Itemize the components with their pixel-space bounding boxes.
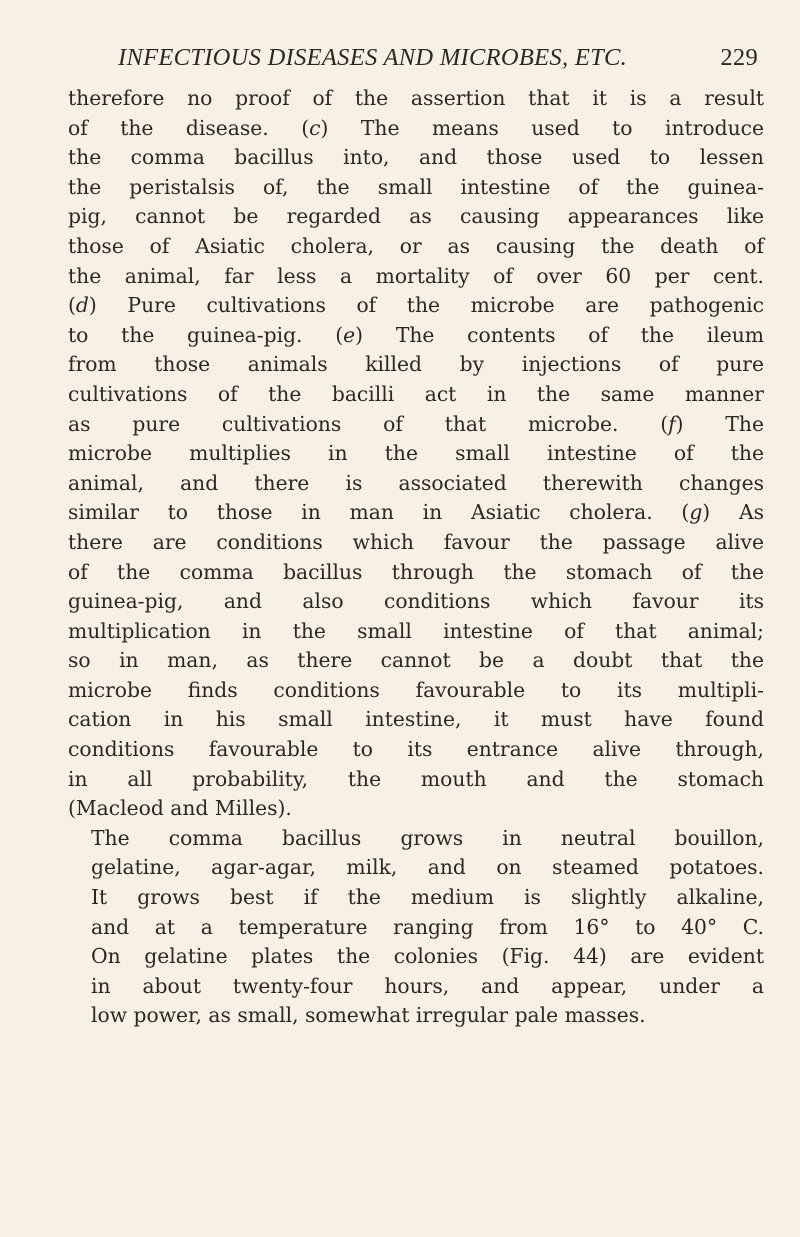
text-line: the peristalsis of, the small intestine of the guinea- (68, 174, 764, 199)
text-line: conditions favourable to its entrance alive through, (68, 737, 764, 762)
text-line: there are conditions which favour the passage alive (68, 529, 764, 554)
running-head-title: INFECTIOUS DISEASES AND MICROBES, ETC. (118, 44, 628, 71)
running-head (68, 44, 764, 84)
text-line: low power, as small, somewhat irregular pale masses. (91, 1003, 646, 1028)
text-line: so in man, as there cannot be a doubt that the (68, 648, 764, 673)
text-line: as pure cultivations of that microbe. (f) The (68, 411, 764, 436)
text-line: microbe multiplies in the small intestine of the (68, 441, 764, 466)
text-line: from those animals killed by injections of pure (68, 352, 764, 377)
text-line: of the comma bacillus through the stomach of the (68, 559, 764, 584)
text-line: (d) Pure cultivations of the microbe are pathogenic (68, 293, 764, 318)
text-line: The comma bacillus grows in neutral bouillon, (91, 825, 764, 850)
text-line: guinea-pig, and also conditions which favour its (68, 589, 764, 614)
text-line: gelatine, agar-agar, milk, and on steamed potatoes. (91, 855, 764, 880)
text-line: the comma bacillus into, and those used to lessen (68, 145, 764, 170)
text-line: therefore no proof of the assertion that it is a result (68, 86, 764, 110)
text-line: On gelatine plates the colonies (Fig. 44) are evident (91, 944, 764, 969)
text-line: of the disease. (c) The means used to introduce (68, 115, 765, 140)
text-line: cultivations of the bacilli act in the same manner (68, 381, 764, 406)
paragraph-1 (68, 84, 764, 824)
text-line: animal, and there is associated therewith changes (68, 470, 764, 495)
text-line: in about twenty-four hours, and appear, under a (91, 973, 764, 998)
text-line: in all probability, the mouth and the stomach (68, 766, 764, 791)
text-line: It grows best if the medium is slightly alkaline, (91, 885, 764, 910)
paragraph-2 (68, 824, 764, 1031)
page-number: 229 (720, 44, 758, 71)
text-line: similar to those in man in Asiatic cholera. (g) As (68, 500, 764, 525)
text-line: (Macleod and Milles). (68, 796, 292, 821)
text-line: and at a temperature ranging from 16° to 40° C. (91, 914, 764, 939)
text-line: the animal, far less a mortality of over 60 per cent. (68, 263, 764, 288)
text-line: multiplication in the small intestine of that animal; (68, 618, 764, 643)
text-line: those of Asiatic cholera, or as causing the death of (68, 233, 764, 258)
text-line: to the guinea-pig. (e) The contents of the ileum (68, 322, 764, 347)
body-text (68, 84, 764, 1031)
text-line: microbe finds conditions favourable to its multipli- (68, 677, 764, 702)
text-line: pig, cannot be regarded as causing appearances like (68, 204, 764, 229)
text-line: cation in his small intestine, it must have found (68, 707, 764, 732)
